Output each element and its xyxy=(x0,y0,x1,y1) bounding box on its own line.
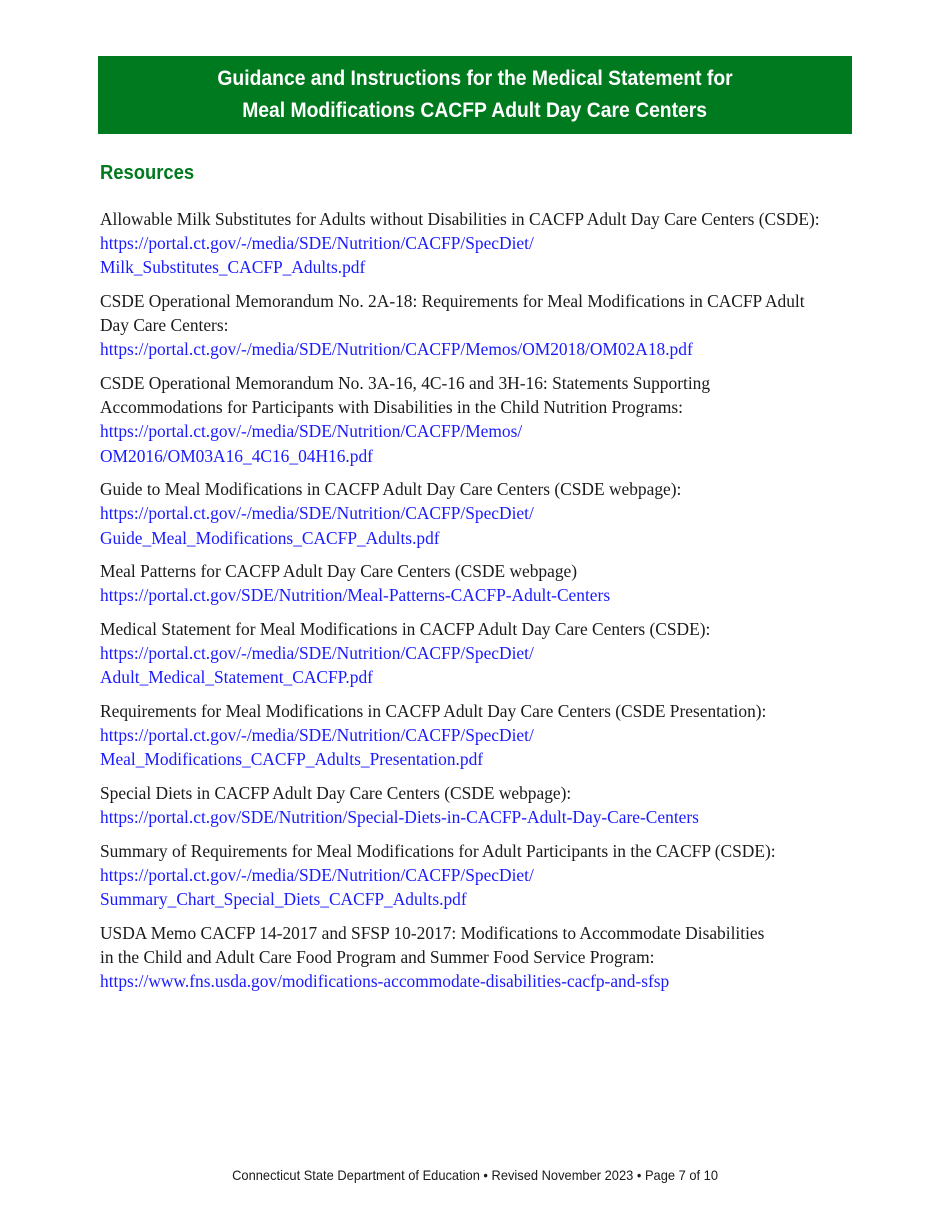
resource-link[interactable] xyxy=(100,805,860,829)
resource-link[interactable] xyxy=(100,231,860,279)
resource-entry xyxy=(100,289,860,362)
resource-link[interactable] xyxy=(100,969,860,993)
resource-entry xyxy=(100,371,860,468)
resource-link[interactable] xyxy=(100,419,860,467)
resource-description: Accommodations for Participants with Disabilities in the Child Nutrition Programs: xyxy=(100,397,684,418)
title-line-1: Guidance and Instructions for the Medical Statement for xyxy=(217,67,733,90)
resource-link-text: https://portal.ct.gov/-/media/SDE/Nutrition/CACFP/SpecDiet/ xyxy=(100,643,534,664)
section-heading: Resources xyxy=(100,162,195,184)
resource-entry xyxy=(100,839,860,912)
resource-link[interactable] xyxy=(100,863,860,911)
resource-link-text: https://portal.ct.gov/-/media/SDE/Nutrition/CACFP/SpecDiet/ xyxy=(100,503,534,524)
resource-link-text: https://portal.ct.gov/-/media/SDE/Nutrition/CACFP/Memos/ xyxy=(100,421,523,442)
resource-entry xyxy=(100,699,860,772)
resource-entry xyxy=(100,559,860,607)
resource-description: Summary of Requirements for Meal Modifications for Adult Participants in the CACFP (CSDE): xyxy=(100,840,776,861)
resource-description: CSDE Operational Memorandum No. 2A-18: Requirements for Meal Modifications in CACFP Adult xyxy=(100,291,805,311)
resource-link-text: https://www.fns.usda.gov/modifications-accommodate-disabilities-cacfp-and-sfsp xyxy=(100,971,670,992)
resource-link-text: https://portal.ct.gov/-/media/SDE/Nutrition/CACFP/SpecDiet/ xyxy=(100,725,534,746)
resource-link-text: Guide_Meal_Modifications_CACFP_Adults.pdf xyxy=(100,527,440,548)
resource-entry xyxy=(100,921,860,994)
resource-link-text: https://portal.ct.gov/SDE/Nutrition/Special-Diets-in-CACFP-Adult-Day-Care-Centers xyxy=(100,807,699,828)
resource-link[interactable] xyxy=(100,641,860,689)
resource-description: Special Diets in CACFP Adult Day Care Centers (CSDE webpage): xyxy=(100,783,572,803)
resource-link-text: OM2016/OM03A16_4C16_04H16.pdf xyxy=(100,445,373,466)
resource-description: Meal Patterns for CACFP Adult Day Care Centers (CSDE webpage) xyxy=(100,561,578,582)
resource-description: Requirements for Meal Modifications in CACFP Adult Day Care Centers (CSDE Presentation): xyxy=(100,701,767,721)
resource-description: Guide to Meal Modifications in CACFP Adult Day Care Centers (CSDE webpage): xyxy=(100,479,682,500)
resource-link-text: Summary_Chart_Special_Diets_CACFP_Adults.pdf xyxy=(100,889,467,910)
resource-entry xyxy=(100,781,860,829)
resource-link[interactable] xyxy=(100,337,860,361)
resource-link-text: Milk_Substitutes_CACFP_Adults.pdf xyxy=(100,257,366,278)
resource-description: USDA Memo CACFP 14-2017 and SFSP 10-2017: Modifications to Accommodate Disabilities xyxy=(100,922,765,943)
resource-list xyxy=(100,207,860,1003)
page-footer xyxy=(0,1167,950,1183)
resource-link-text: https://portal.ct.gov/-/media/SDE/Nutrition/CACFP/SpecDiet/ xyxy=(100,233,534,254)
resource-entry xyxy=(100,617,860,690)
resource-entry xyxy=(100,207,860,280)
resource-link-text: https://portal.ct.gov/-/media/SDE/Nutrition/CACFP/Memos/OM2018/OM02A18.pdf xyxy=(100,339,693,360)
resource-link-text: https://portal.ct.gov/-/media/SDE/Nutrition/CACFP/SpecDiet/ xyxy=(100,865,534,885)
resource-description: Allowable Milk Substitutes for Adults without Disabilities in CACFP Adult Day Care Centers (CSDE): xyxy=(100,209,820,229)
resource-description: CSDE Operational Memorandum No. 3A-16, 4C-16 and 3H-16: Statements Supporting xyxy=(100,373,711,393)
resource-description: Medical Statement for Meal Modifications in CACFP Adult Day Care Centers (CSDE): xyxy=(100,619,711,639)
resource-entry xyxy=(100,477,860,550)
footer-text: Connecticut State Department of Education • Revised November 2023 • Page 7 of 10 xyxy=(232,1167,718,1183)
resource-link[interactable] xyxy=(100,723,860,771)
resource-link[interactable] xyxy=(100,583,860,607)
title-banner xyxy=(98,56,852,134)
resource-link[interactable] xyxy=(100,501,860,549)
resource-link-text: https://portal.ct.gov/SDE/Nutrition/Meal-Patterns-CACFP-Adult-Centers xyxy=(100,585,611,606)
resource-description: in the Child and Adult Care Food Program and Summer Food Service Program: xyxy=(100,947,655,967)
resource-link-text: Meal_Modifications_CACFP_Adults_Presentation.pdf xyxy=(100,749,484,770)
resource-description: Day Care Centers: xyxy=(100,315,229,336)
title-line-2: Meal Modifications CACFP Adult Day Care Centers xyxy=(242,99,708,122)
resource-link-text: Adult_Medical_Statement_CACFP.pdf xyxy=(100,667,373,688)
